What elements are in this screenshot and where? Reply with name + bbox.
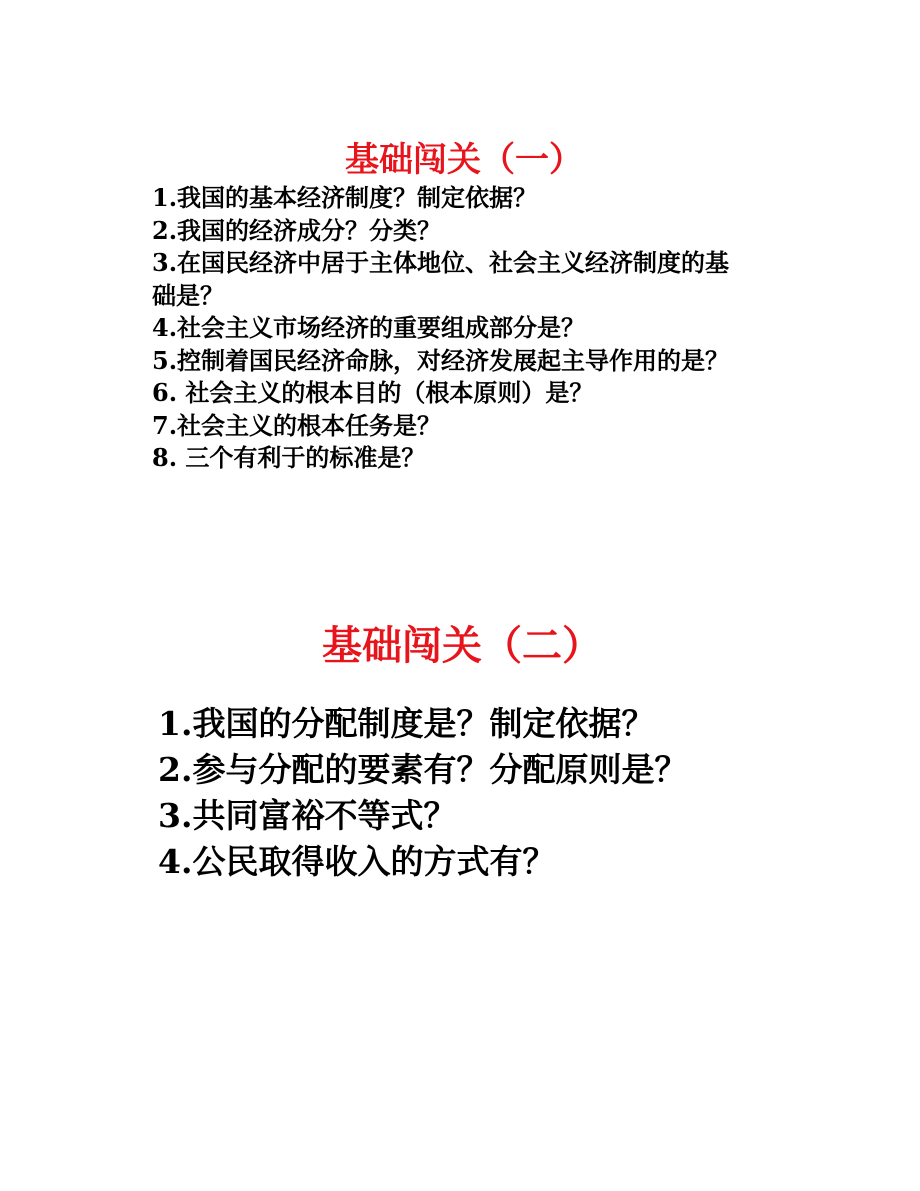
question-item: 8. 三个有利于的标准是？ — [152, 443, 426, 472]
section-title: 基础闯关（一） — [345, 140, 583, 180]
question-item: 2.参与分配的要素有？分配原则是？ — [158, 750, 688, 789]
question-item: 4.社会主义市场经济的重要组成部分是？ — [152, 313, 586, 342]
section-basic-level-1 — [0, 138, 920, 475]
section-basic-level-2 — [0, 620, 920, 886]
question-item: 1.我国的基本经济制度？制定依据？ — [152, 183, 538, 212]
question-list — [158, 702, 768, 884]
question-list — [152, 182, 752, 475]
question-item: 3.在国民经济中居于主体地位、社会主义经济制度的基础是？ — [152, 248, 730, 310]
question-item: 6. 社会主义的根本目的（根本原则）是？ — [152, 378, 594, 407]
question-item: 1.我国的分配制度是？制定依据？ — [158, 704, 655, 743]
section-title: 基础闯关（二） — [322, 622, 602, 669]
question-item: 7.社会主义的根本任务是？ — [152, 410, 442, 440]
question-item: 3.共同富裕不等式？ — [158, 796, 457, 835]
question-item: 2.我国的经济成分？分类？ — [152, 215, 442, 245]
question-item: 4.公民取得收入的方式有？ — [158, 842, 556, 881]
question-item: 5.控制着国民经济命脉，对经济发展起主导作用的是？ — [152, 345, 730, 375]
